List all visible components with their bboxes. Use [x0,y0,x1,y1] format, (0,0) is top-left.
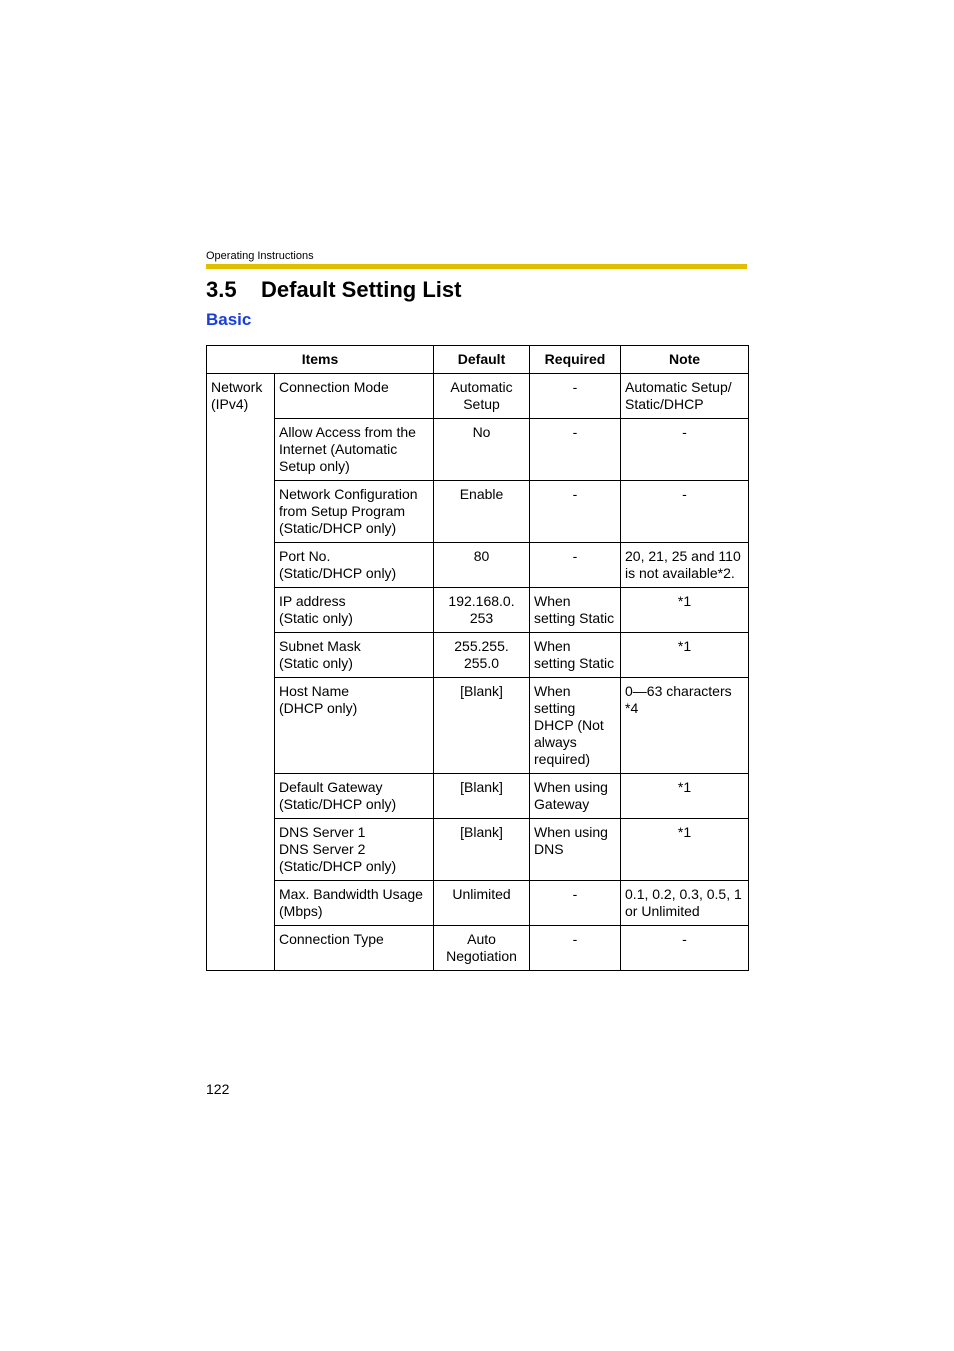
note-cell: 0—63 characters *4 [621,678,749,774]
default-cell: 192.168.0. 253 [434,588,530,633]
note-cell: *1 [621,633,749,678]
item-cell: Max. Bandwidth Usage (Mbps) [275,881,434,926]
column-header-note: Note [621,346,749,374]
default-cell: Unlimited [434,881,530,926]
item-cell: Port No. (Static/DHCP only) [275,543,434,588]
table-row [207,633,749,678]
note-cell: *1 [621,774,749,819]
section-number: 3.5 [206,277,237,302]
note-cell: - [621,926,749,971]
item-cell: IP address (Static only) [275,588,434,633]
default-cell: 80 [434,543,530,588]
note-cell: 0.1, 0.2, 0.3, 0.5, 1 or Unlimited [621,881,749,926]
note-cell: 20, 21, 25 and 110 is not available*2. [621,543,749,588]
required-cell: When setting DHCP (Not always required) [530,678,621,774]
note-cell: Automatic Setup/ Static/DHCP [621,374,749,419]
note-cell: - [621,481,749,543]
table-row [207,374,749,419]
group-cell-network: Network (IPv4) [207,374,275,971]
required-cell: - [530,543,621,588]
required-cell: When using DNS [530,819,621,881]
default-cell: Enable [434,481,530,543]
default-cell: No [434,419,530,481]
table-row [207,678,749,774]
item-cell: DNS Server 1 DNS Server 2 (Static/DHCP only) [275,819,434,881]
default-cell: [Blank] [434,819,530,881]
required-cell: When using Gateway [530,774,621,819]
column-header-items: Items [207,346,434,374]
table-row [207,774,749,819]
item-cell: Host Name (DHCP only) [275,678,434,774]
note-cell: *1 [621,588,749,633]
default-cell: 255.255. 255.0 [434,633,530,678]
required-cell: - [530,926,621,971]
default-settings-table [206,345,749,971]
required-cell: - [530,481,621,543]
item-cell: Subnet Mask (Static only) [275,633,434,678]
running-header: Operating Instructions [206,250,314,262]
required-cell: - [530,419,621,481]
default-cell: Auto Negotiation [434,926,530,971]
note-cell: - [621,419,749,481]
note-cell: *1 [621,819,749,881]
table-row [207,881,749,926]
table-header-row [207,346,749,374]
column-header-default: Default [434,346,530,374]
table-row [207,481,749,543]
column-header-required: Required [530,346,621,374]
default-cell: [Blank] [434,678,530,774]
header-rule [206,264,747,269]
table-row [207,419,749,481]
table-body [207,374,749,971]
subsection-title: Basic [206,310,252,329]
default-cell: [Blank] [434,774,530,819]
table-row [207,588,749,633]
required-cell: When setting Static [530,633,621,678]
item-cell: Allow Access from the Internet (Automatic Setup only) [275,419,434,481]
item-cell: Connection Mode [275,374,434,419]
item-cell: Default Gateway (Static/DHCP only) [275,774,434,819]
table-row [207,543,749,588]
default-cell: Automatic Setup [434,374,530,419]
section-heading [206,277,461,303]
required-cell: When setting Static [530,588,621,633]
item-cell: Connection Type [275,926,434,971]
section-title: Default Setting List [261,277,462,302]
table-row [207,926,749,971]
required-cell: - [530,374,621,419]
page-number: 122 [206,1081,230,1097]
item-cell: Network Configuration from Setup Program (Static/DHCP only) [275,481,434,543]
table-row [207,819,749,881]
required-cell: - [530,881,621,926]
